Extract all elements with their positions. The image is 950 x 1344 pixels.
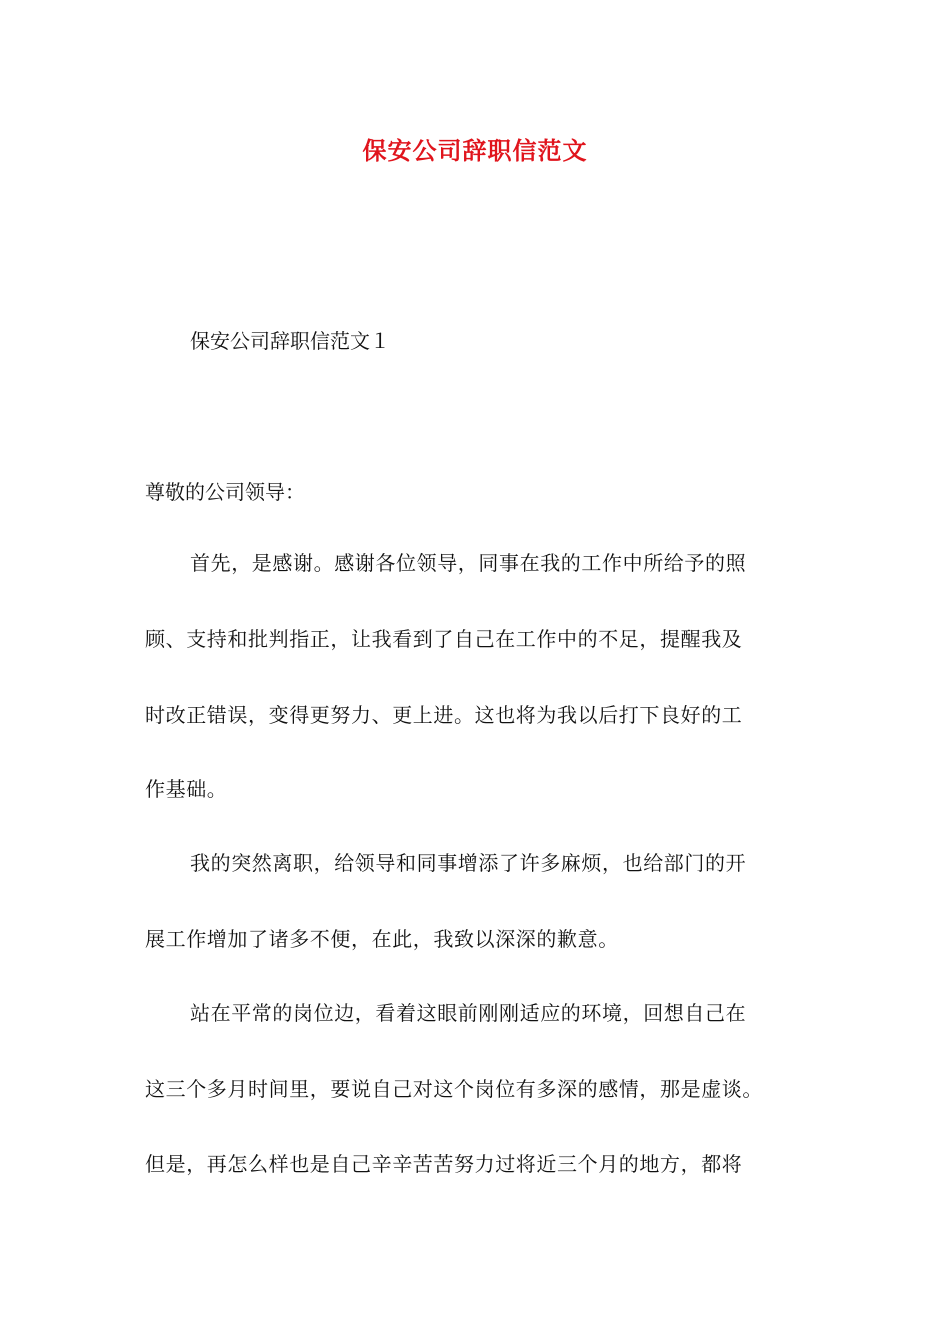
body-line: 时改正错误，变得更努力、更上进。这也将为我以后打下良好的工: [145, 703, 743, 727]
salutation: 尊敬的公司领导：: [145, 480, 305, 504]
body-line: 站在平常的岗位边，看着这眼前刚刚适应的环境，回想自己在: [190, 1001, 747, 1025]
document-title: 保安公司辞职信范文: [362, 136, 588, 165]
body-line: 展工作增加了诸多不便，在此，我致以深深的歉意。: [145, 927, 619, 951]
body-line: 我的突然离职，给领导和同事增添了许多麻烦，也给部门的开: [190, 851, 747, 875]
body-line: 但是，再怎么样也是自己辛辛苦苦努力过将近三个月的地方，都将: [145, 1152, 743, 1176]
body-line: 顾、支持和批判指正，让我看到了自己在工作中的不足，提醒我及: [145, 627, 743, 651]
body-line: 这三个多月时间里，要说自己对这个岗位有多深的感情，那是虚谈。: [145, 1077, 763, 1101]
body-line: 首先，是感谢。感谢各位领导，同事在我的工作中所给予的照: [190, 551, 747, 575]
body-line: 作基础。: [145, 777, 228, 801]
section-heading: 保安公司辞职信范文１: [190, 329, 390, 353]
